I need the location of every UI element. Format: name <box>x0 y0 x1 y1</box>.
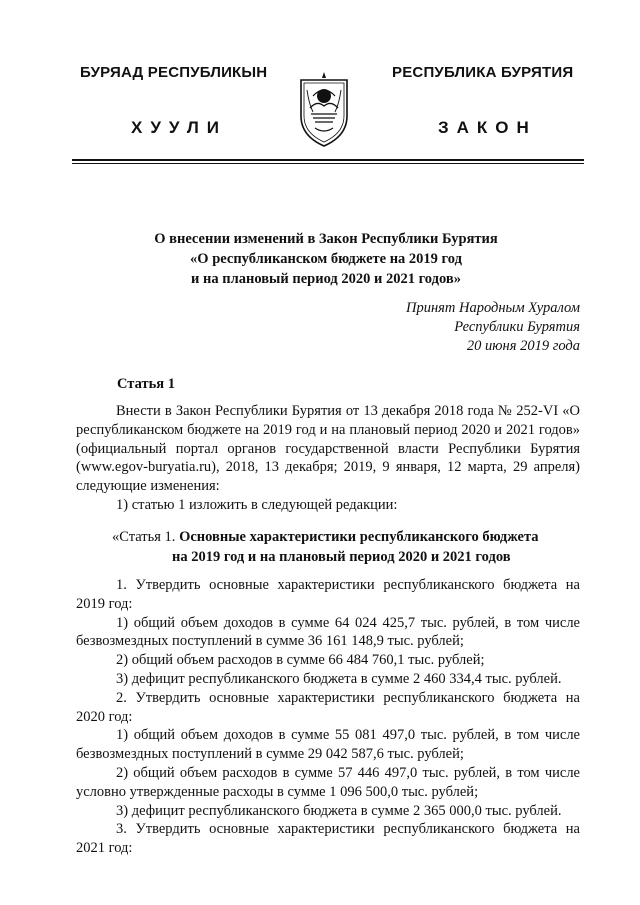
article-item-1: 1) статью 1 изложить в следующей редакции: <box>116 496 398 513</box>
article-intro: Внести в Закон Республики Бурятия от 13 декабря 2018 года № 252-VI «О республиканском бюджете на 2019 год и на плановый период 2020 и 2021 годов» (официальный портал органов государственной власти Республики Бурятия (www.egov-buryatia.ru), 2018, 13 декабря; 2019, 9 января, 12 марта, 29 апреля) следующие изменения: <box>76 403 580 495</box>
budget-paragraphs <box>76 576 580 858</box>
adoption-line2: Республики Бурятия <box>454 319 580 335</box>
sub-article-title-line1: Основные характеристики республиканского бюджета <box>179 529 539 545</box>
header-rule-thick <box>72 159 584 161</box>
paragraph: 2. Утвердить основные характеристики республиканского бюджета на 2020 год: <box>76 689 580 725</box>
adoption-date: 20 июня 2019 года <box>466 338 580 354</box>
law-title-line2: «О республиканском бюджете на 2019 год <box>190 251 462 267</box>
sub-article-heading <box>112 528 582 567</box>
paragraph: 1. Утвердить основные характеристики республиканского бюджета на 2019 год: <box>76 577 580 612</box>
paragraph: 2) общий объем расходов в сумме 57 446 497,0 тыс. рублей, в том числе условно утвержденные расходы в сумме 1 096 500,0 тыс. рублей; <box>76 764 580 800</box>
article-body <box>76 402 580 515</box>
adoption-line1: Принят Народным Хуралом <box>405 300 580 316</box>
paragraph: 3) дефицит республиканского бюджета в сумме 2 365 000,0 тыс. рублей. <box>116 802 562 819</box>
header-left-title: БУРЯАД РЕСПУБЛИКЫН <box>80 64 268 81</box>
article-heading: Статья 1 <box>117 376 175 392</box>
paragraph: 3. Утвердить основные характеристики республиканского бюджета на 2021 год: <box>76 821 580 857</box>
paragraph: 1) общий объем доходов в сумме 55 081 497,0 тыс. рублей, в том числе безвозмездных поступлений в сумме 29 042 587,6 тыс. рублей; <box>76 727 580 763</box>
law-title-line3: и на плановый период 2020 и 2021 годов» <box>191 271 461 287</box>
paragraph: 2) общий объем расходов в сумме 66 484 760,1 тыс. рублей; <box>116 652 485 669</box>
law-title <box>70 229 582 289</box>
sub-article-title-line2: на 2019 год и на плановый период 2020 и 2021 годов <box>172 548 511 565</box>
header-rule-thin <box>72 163 584 164</box>
header-left-subtitle: ХУУЛИ <box>131 118 227 137</box>
law-title-line1: О внесении изменений в Закон Республики Бурятия <box>154 231 498 247</box>
paragraph: 3) дефицит республиканского бюджета в сумме 2 460 334,4 тыс. рублей. <box>116 670 562 687</box>
paragraph: 1) общий объем доходов в сумме 64 024 425,7 тыс. рублей, в том числе безвозмездных поступлений в сумме 36 161 148,9 тыс. рублей; <box>76 614 580 650</box>
coat-of-arms-icon <box>295 70 353 148</box>
header-right-title: РЕСПУБЛИКА БУРЯТИЯ <box>392 64 574 81</box>
sub-article-prefix: «Статья 1. <box>112 529 176 545</box>
header-right-subtitle: ЗАКОН <box>438 118 537 137</box>
adoption-note <box>280 299 580 356</box>
